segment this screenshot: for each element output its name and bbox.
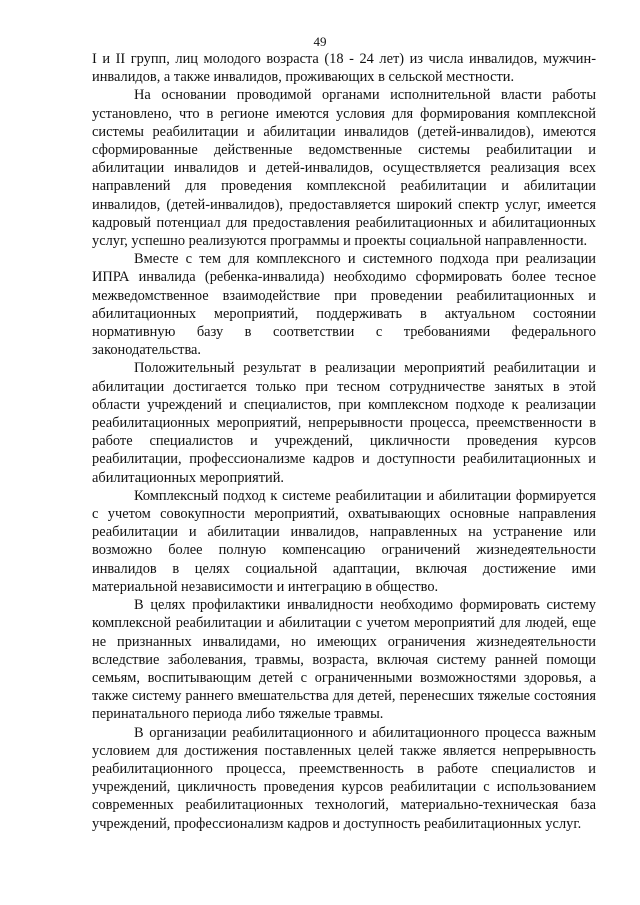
paragraph: Комплексный подход к системе реабилитации и абилитации формируется с учетом совокупности мероприятий, охватывающих основные направления реабилитации и абилитации инвалидов, направленных на устранение или возможно более полную компенсацию ограничений жизнедеятельности инвалидов в целях социальной адаптации, включая достижение ими материальной независимости и интеграцию в общество. — [92, 487, 596, 595]
paragraph-continuation: I и II групп, лиц молодого возраста (18 - 24 лет) из числа инвалидов, мужчин-инвалидов, а также инвалидов, проживающих в сельской местности. — [92, 51, 596, 86]
paragraph: В организации реабилитационного и абилитационного процесса важным условием для достижения поставленных целей также является непрерывность реабилитационного процесса, преемственность в работе специалистов и учреждений, цикличность проведения курсов реабилитации с использованием современных реабилитационных технологий, материально-техническая база учреждений, профессионализм кадров и доступность реабилитационных услуг. — [92, 724, 596, 832]
paragraph: В целях профилактики инвалидности необходимо формировать систему комплексной реабилитации и абилитации с учетом мероприятий для людей, еще не признанных инвалидами, но имеющих ограничения жизнедеятельности вследствие заболевания, травмы, возраста, включая систему ранней помощи семьям, воспитывающим детей с ограниченными возможностями здоровья, а также систему раннего вмешательства для детей, перенесших тяжелые состояния перинатального периода либо тяжелые травмы. — [92, 597, 596, 723]
paragraph: На основании проводимой органами исполнительной власти работы установлено, что в регионе имеются условия для формирования комплексной системы реабилитации и абилитации инвалидов (детей-инвалидов), имеются сформированные действенные ведомственные системы реабилитации и абилитации инвалидов и детей-инвалидов, осуществляется реализация всех направлений для проведения комплексной реабилитации и абилитации инвалидов, (детей-инвалидов), предоставляется широкий спектр услуг, имеется кадровый потенциал для предоставления реабилитационных и абилитационных услуг, успешно реализуются программы и проекты социальной направленности. — [92, 87, 596, 250]
paragraph: Вместе с тем для комплексного и системного подхода при реализации ИПРА инвалида (ребенка-инвалида) необходимо сформировать более тесное межведомственное взаимодействие при проведении реабилитационных и абилитационных мероприятий, поддерживать в актуальном состоянии нормативную базу в соответствии с требованиями федерального законодательства. — [92, 251, 596, 359]
page-number: 49 — [313, 34, 327, 49]
document-body — [92, 50, 596, 833]
paragraph: Положительный результат в реализации мероприятий реабилитации и абилитации достигается только при тесном сотрудничестве занятых в этой области учреждений и специалистов, при комплексном подходе к реализации реабилитационных мероприятий, непрерывности процесса, преемственности в работе специалистов и учреждений, цикличности проведения курсов реабилитации, профессионализме кадров и доступности реабилитационных и абилитационных мероприятий. — [92, 360, 596, 486]
